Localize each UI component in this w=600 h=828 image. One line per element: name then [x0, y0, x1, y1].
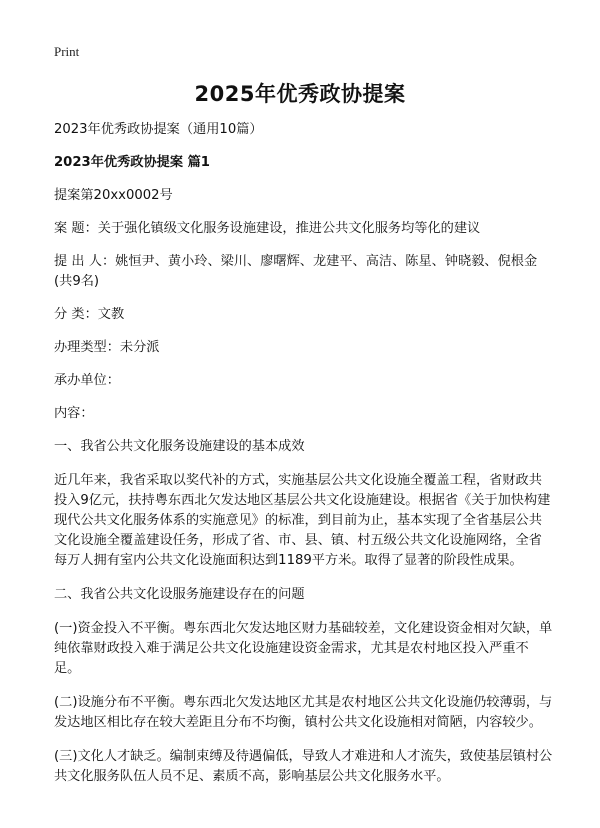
field-case-title: 案 题：关于强化镇级文化服务设施建设，推进公共文化服务均等化的建议: [54, 221, 481, 236]
field-handling-type: 办理类型：未分派: [54, 340, 160, 355]
paragraph: 一、我省公共文化服务设施建设的基本成效: [54, 439, 305, 454]
paragraph: (一)资金投入不平衡。粤东西北欠发达地区财力基础较差，文化建设资金相对欠缺，单纯依靠财政投入难于满足公共文化设施建设资金需求，尤其是农村地区投入严重不足。: [54, 621, 553, 676]
document-subtitle: 2023年优秀政协提案（通用10篇）: [54, 122, 263, 137]
field-category: 分 类：文教: [54, 307, 125, 322]
document-title: 2025年优秀政协提案: [194, 82, 406, 106]
field-content-label: 内容：: [54, 406, 94, 421]
paragraph: 二、我省公共文化设服务施建设存在的问题: [54, 587, 305, 602]
document-body: [54, 120, 554, 801]
field-proposers: 提 出 人：姚恒尹、黄小玲、梁川、廖曙辉、龙建平、高洁、陈星、钟晓毅、倪根金(共9名): [54, 254, 538, 289]
section-title: 2023年优秀政协提案 篇1: [54, 155, 210, 170]
paragraph: (三)文化人才缺乏。编制束缚及待遇偏低，导致人才难进和人才流失，致使基层镇村公共文化服务队伍人员不足、素质不高，影响基层公共文化服务水平。: [54, 749, 553, 784]
proposal-number: 提案第20xx0002号: [54, 188, 173, 203]
print-link[interactable]: Print: [54, 44, 80, 59]
field-undertaking-unit: 承办单位：: [54, 373, 120, 388]
paragraph: 近几年来，我省采取以奖代补的方式，实施基层公共文化设施全覆盖工程，省财政共投入9亿元，扶持粤东西北欠发达地区基层公共文化设施建设。根据省《关于加快构建现代公共文化服务体系的实施意见》的标准，到目前为止，基本实现了全省基层公共文化设施全覆盖建设任务，形成了省、市、县、镇、村五级公共文化设施网络，全省每万人拥有室内公共文化设施面积达到1189平方米。取得了显著的阶段性成果。: [54, 473, 551, 568]
paragraph: (二)设施分布不平衡。粤东西北欠发达地区尤其是农村地区公共文化设施仍较薄弱，与发达地区相比存在较大差距且分布不均衡，镇村公共文化设施相对简陋，内容较少。: [54, 695, 553, 730]
